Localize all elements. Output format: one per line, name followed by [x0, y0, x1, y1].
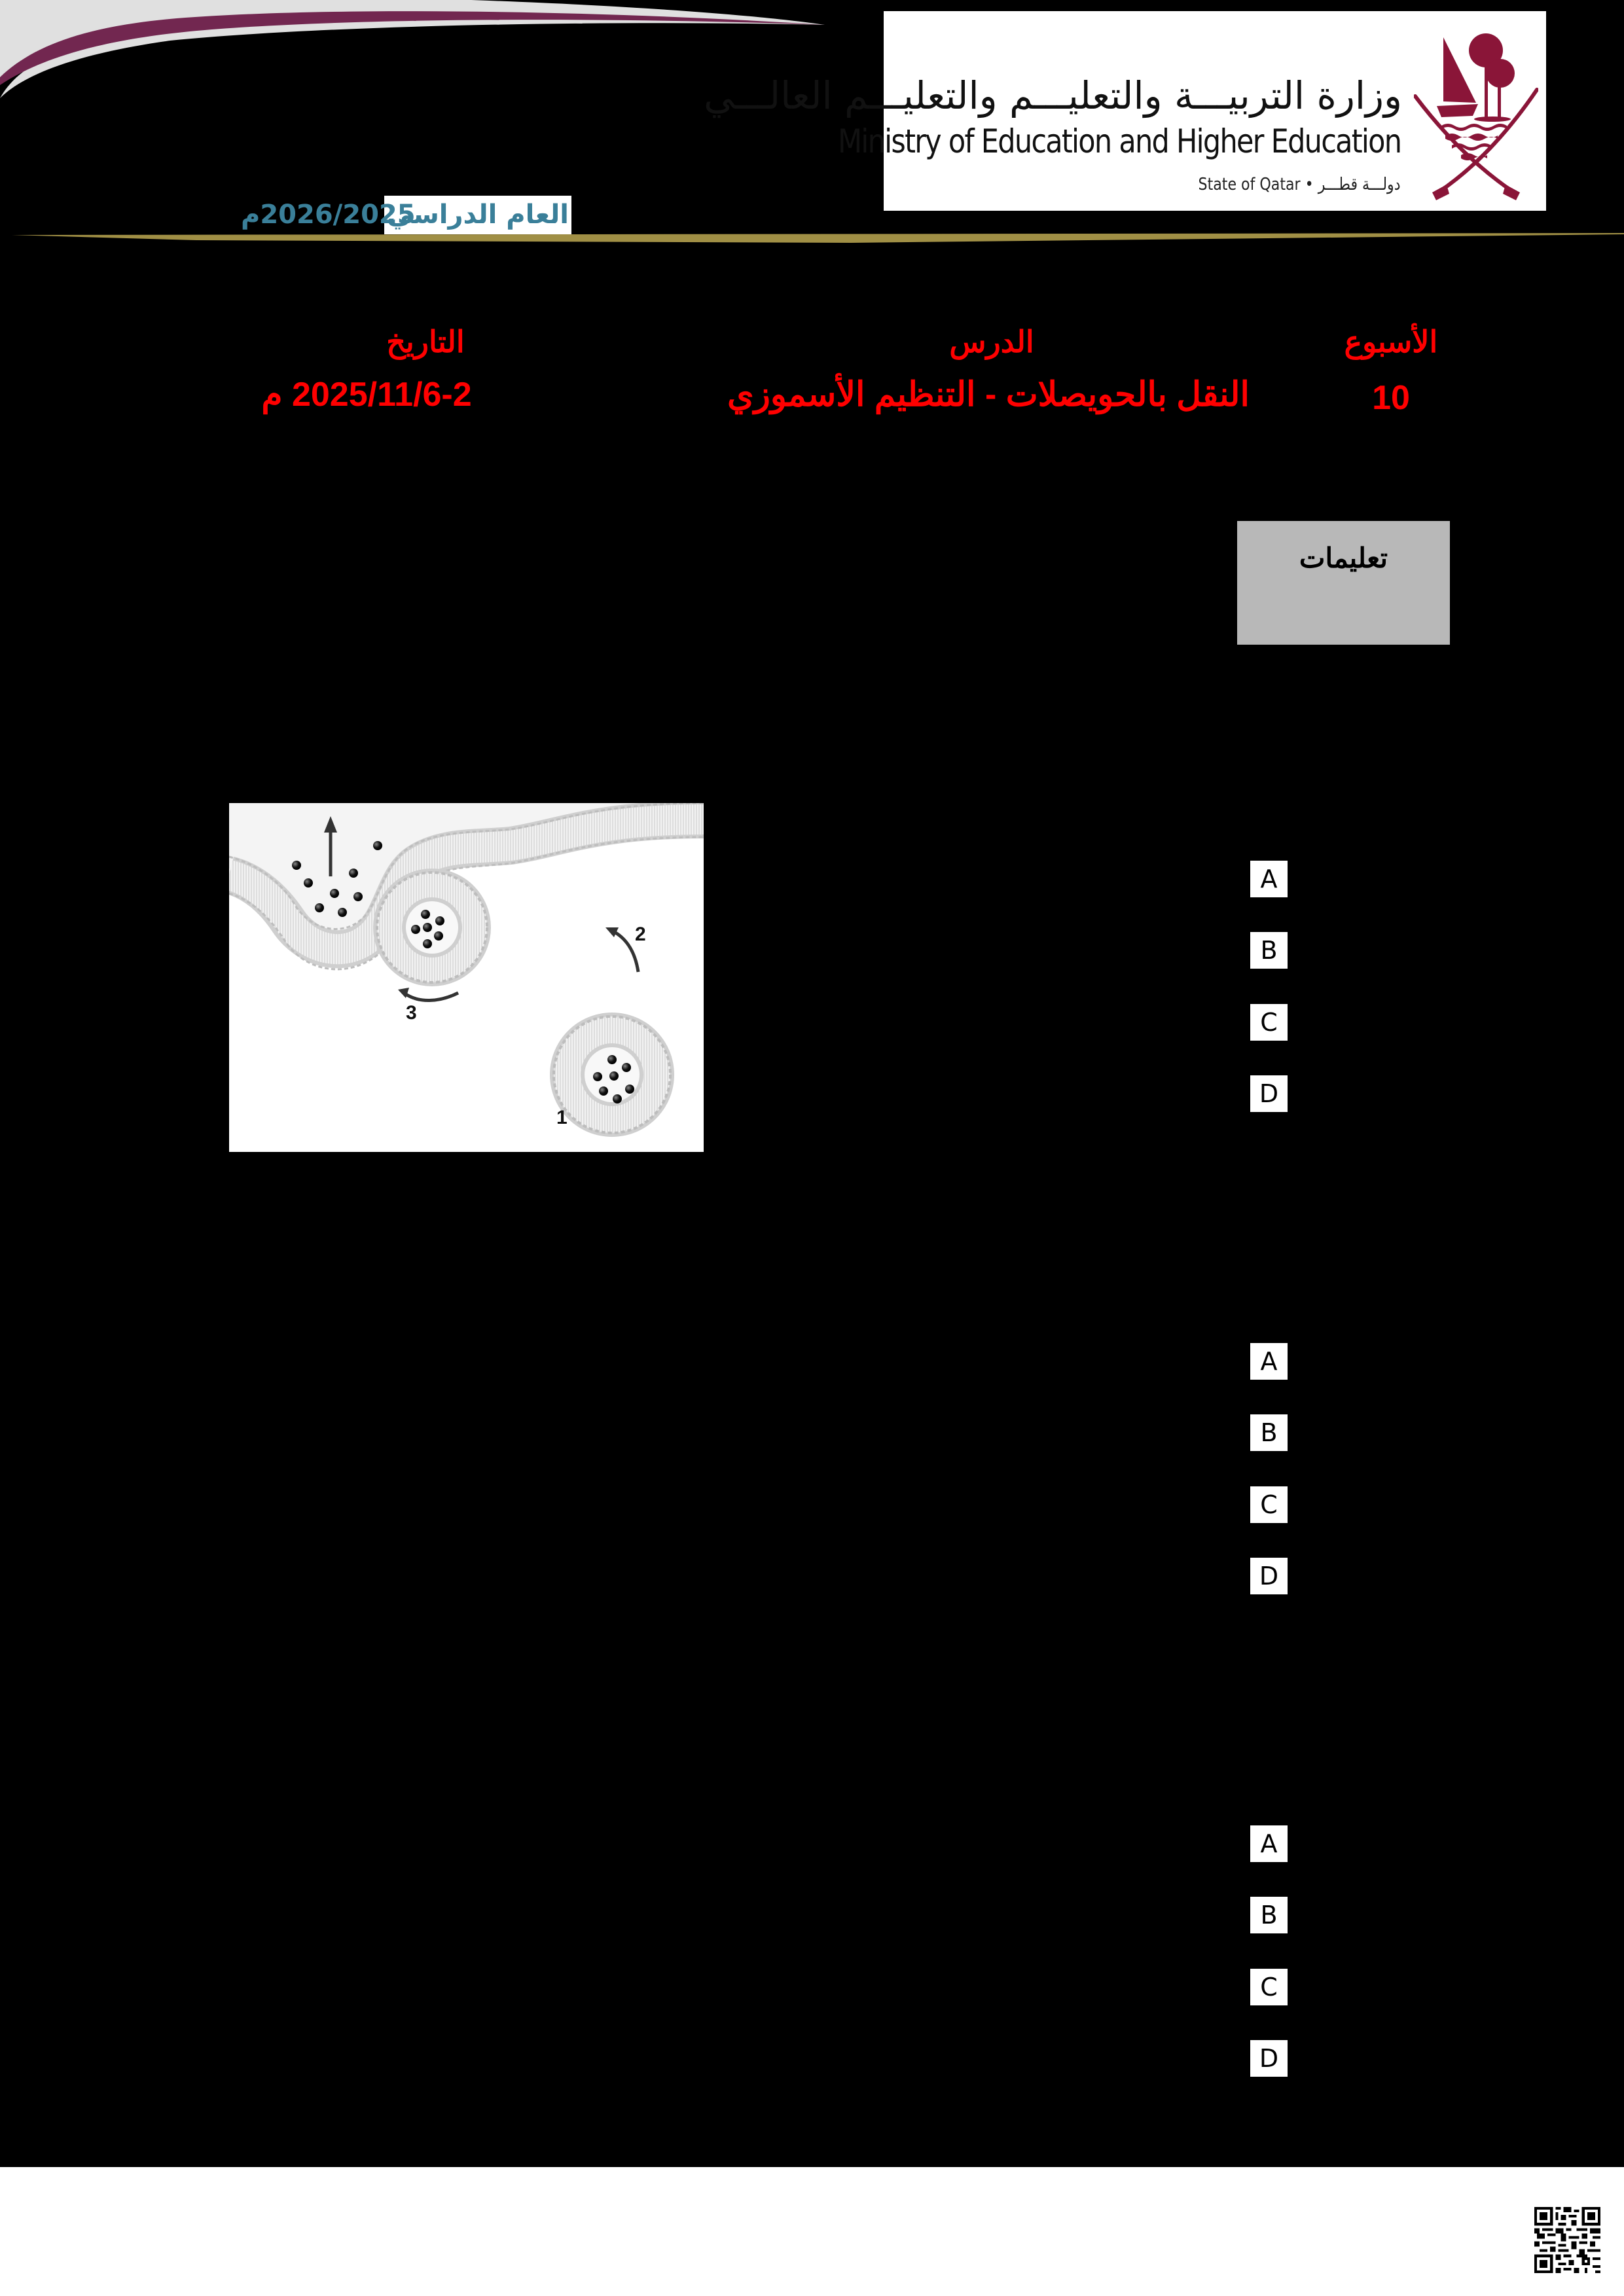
q1-option-d[interactable]: D: [1250, 1075, 1288, 1112]
qatar-emblem-icon: [1414, 24, 1538, 204]
date-title: التاريخ: [386, 325, 465, 359]
ministry-name-english: Ministry of Education and Higher Education: [837, 122, 1401, 160]
q1-option-b[interactable]: B: [1250, 932, 1288, 969]
q2-option-c[interactable]: C: [1250, 1486, 1288, 1523]
q2-option-b[interactable]: B: [1250, 1414, 1288, 1451]
state-of-qatar-label: State of Qatar • دولـــة قطـــر: [1198, 175, 1401, 194]
qr-code-icon[interactable]: [1534, 2207, 1600, 2273]
diagram-label-3: 3: [406, 1002, 417, 1024]
q3-option-b[interactable]: B: [1250, 1897, 1288, 1933]
week-value: 10: [1372, 379, 1410, 417]
academic-year-label: العام الدراسي: [384, 196, 571, 234]
q2-option-d[interactable]: D: [1250, 1558, 1288, 1594]
lesson-title: الدرس: [949, 325, 1034, 359]
instructions-box: [1237, 521, 1450, 645]
ministry-name-arabic: وزارة التربيـــة والتعليـــم والتعليـــم العالـــي: [704, 73, 1402, 118]
diagram-label-1: 1: [556, 1107, 568, 1128]
gold-divider-line: [0, 226, 1624, 245]
academic-year-value: 2026/2025م: [241, 200, 416, 230]
week-title: الأسبوع: [1344, 325, 1438, 359]
diagram-label-2: 2: [635, 924, 646, 945]
q1-option-c[interactable]: C: [1250, 1004, 1288, 1041]
vesicle-fusion-diagram: [229, 803, 704, 1152]
q3-option-a[interactable]: A: [1250, 1825, 1288, 1862]
q3-option-d[interactable]: D: [1250, 2040, 1288, 2077]
q2-option-a[interactable]: A: [1250, 1343, 1288, 1380]
q1-option-a[interactable]: A: [1250, 861, 1288, 897]
instructions-label: تعليمات: [1299, 542, 1388, 574]
page-footer: [0, 2167, 1624, 2296]
q3-option-c[interactable]: C: [1250, 1969, 1288, 2005]
ministry-logo: [704, 11, 1546, 211]
date-value: 2025/11/6-2 م: [261, 376, 472, 414]
lesson-value: النقل بالحويصلات - التنظيم الأسموزي: [727, 376, 1250, 414]
